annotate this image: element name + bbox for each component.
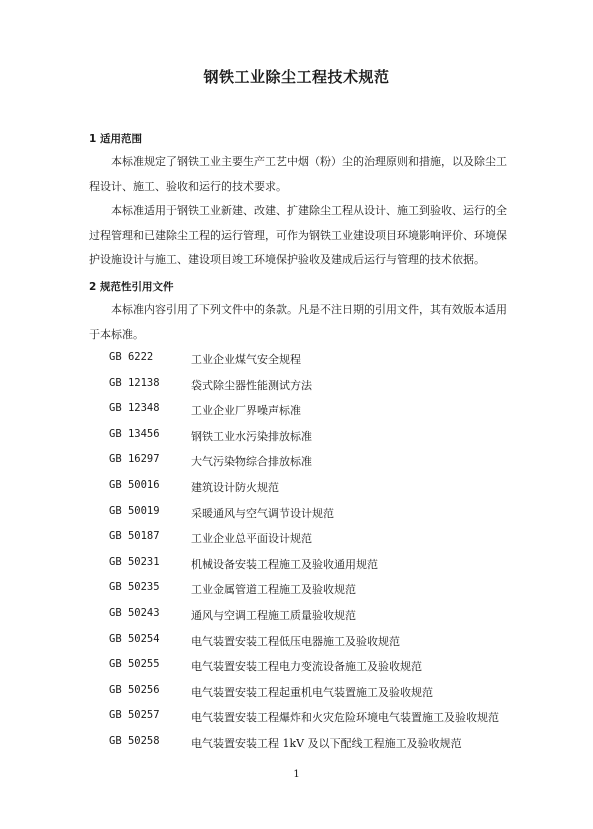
reference-code: GB 50254 bbox=[109, 632, 160, 645]
reference-title: 采暖通风与空气调节设计规范 bbox=[191, 506, 334, 520]
reference-title: 电气装置安装工程起重机电气装置施工及验收规范 bbox=[191, 685, 433, 699]
reference-title: 电气装置安装工程低压电器施工及验收规范 bbox=[191, 634, 400, 648]
reference-title: 工业企业煤气安全规程 bbox=[191, 353, 301, 366]
reference-code: GB 50255 bbox=[109, 658, 160, 671]
reference-code: GB 6222 bbox=[109, 351, 154, 363]
reference-title: 大气污染物综合排放标准 bbox=[191, 455, 312, 469]
reference-code: GB 12138 bbox=[109, 376, 160, 389]
reference-title: 机械设备安装工程施工及验收通用规范 bbox=[191, 557, 378, 571]
reference-title: 工业企业厂界噪声标准 bbox=[191, 404, 301, 418]
reference-title: 电气装置安装工程爆炸和火灾危险环境电气装置施工及验收规范 bbox=[191, 711, 499, 725]
reference-code: GB 50257 bbox=[109, 709, 160, 722]
page-header-cut bbox=[0, 0, 593, 4]
paragraph-normative-refs: 本标准内容引用了下列文件中的条款。凡是不注日期的引用文件，其有效版本适用于本标准。 bbox=[89, 303, 507, 341]
reference-title: 通风与空调工程施工质量验收规范 bbox=[191, 609, 356, 622]
reference-code: GB 50235 bbox=[109, 581, 160, 594]
reference-code: GB 50256 bbox=[109, 683, 160, 696]
section-heading-scope: 1 适用范围 bbox=[89, 133, 142, 145]
reference-code: GB 50187 bbox=[109, 530, 160, 543]
reference-title: 建筑设计防火规范 bbox=[191, 481, 279, 494]
reference-code: GB 50019 bbox=[109, 504, 160, 517]
reference-title: 电气装置安装工程 1kV 及以下配线工程施工及验收规范 bbox=[191, 737, 462, 750]
reference-code: GB 50258 bbox=[109, 735, 160, 747]
reference-code: GB 50243 bbox=[109, 607, 160, 619]
reference-code: GB 50016 bbox=[109, 479, 160, 491]
reference-code: GB 50231 bbox=[109, 555, 160, 568]
reference-code: GB 12348 bbox=[109, 402, 160, 415]
reference-code: GB 13456 bbox=[109, 427, 160, 440]
reference-title: 工业金属管道工程施工及验收规范 bbox=[191, 583, 356, 597]
reference-title: 电气装置安装工程电力变流设备施工及验收规范 bbox=[191, 660, 422, 674]
section-heading-normative-refs: 2 规范性引用文件 bbox=[89, 281, 174, 293]
reference-title: 工业企业总平面设计规范 bbox=[191, 532, 312, 546]
paragraph-scope-1: 本标准规定了钢铁工业主要生产工艺中烟（粉）尘的治理原则和措施，以及除尘工程设计、施工、验收和运行的技术要求。 bbox=[89, 155, 507, 193]
reference-title: 袋式除尘器性能测试方法 bbox=[191, 378, 312, 392]
reference-code: GB 16297 bbox=[109, 453, 160, 466]
document-title: 钢铁工业除尘工程技术规范 bbox=[203, 68, 390, 86]
reference-title: 钢铁工业水污染排放标准 bbox=[191, 429, 312, 443]
paragraph-scope-2: 本标准适用于钢铁工业新建、改建、扩建除尘工程从设计、施工到验收、运行的全过程管理和已建除尘工程的运行管理，可作为钢铁工业建设项目环境影响评价、环境保护设施设计与施工、建设项目竣工环境保护验收及建成后运行与管理的技术依据。 bbox=[89, 204, 507, 266]
page-number: 1 bbox=[293, 769, 300, 780]
